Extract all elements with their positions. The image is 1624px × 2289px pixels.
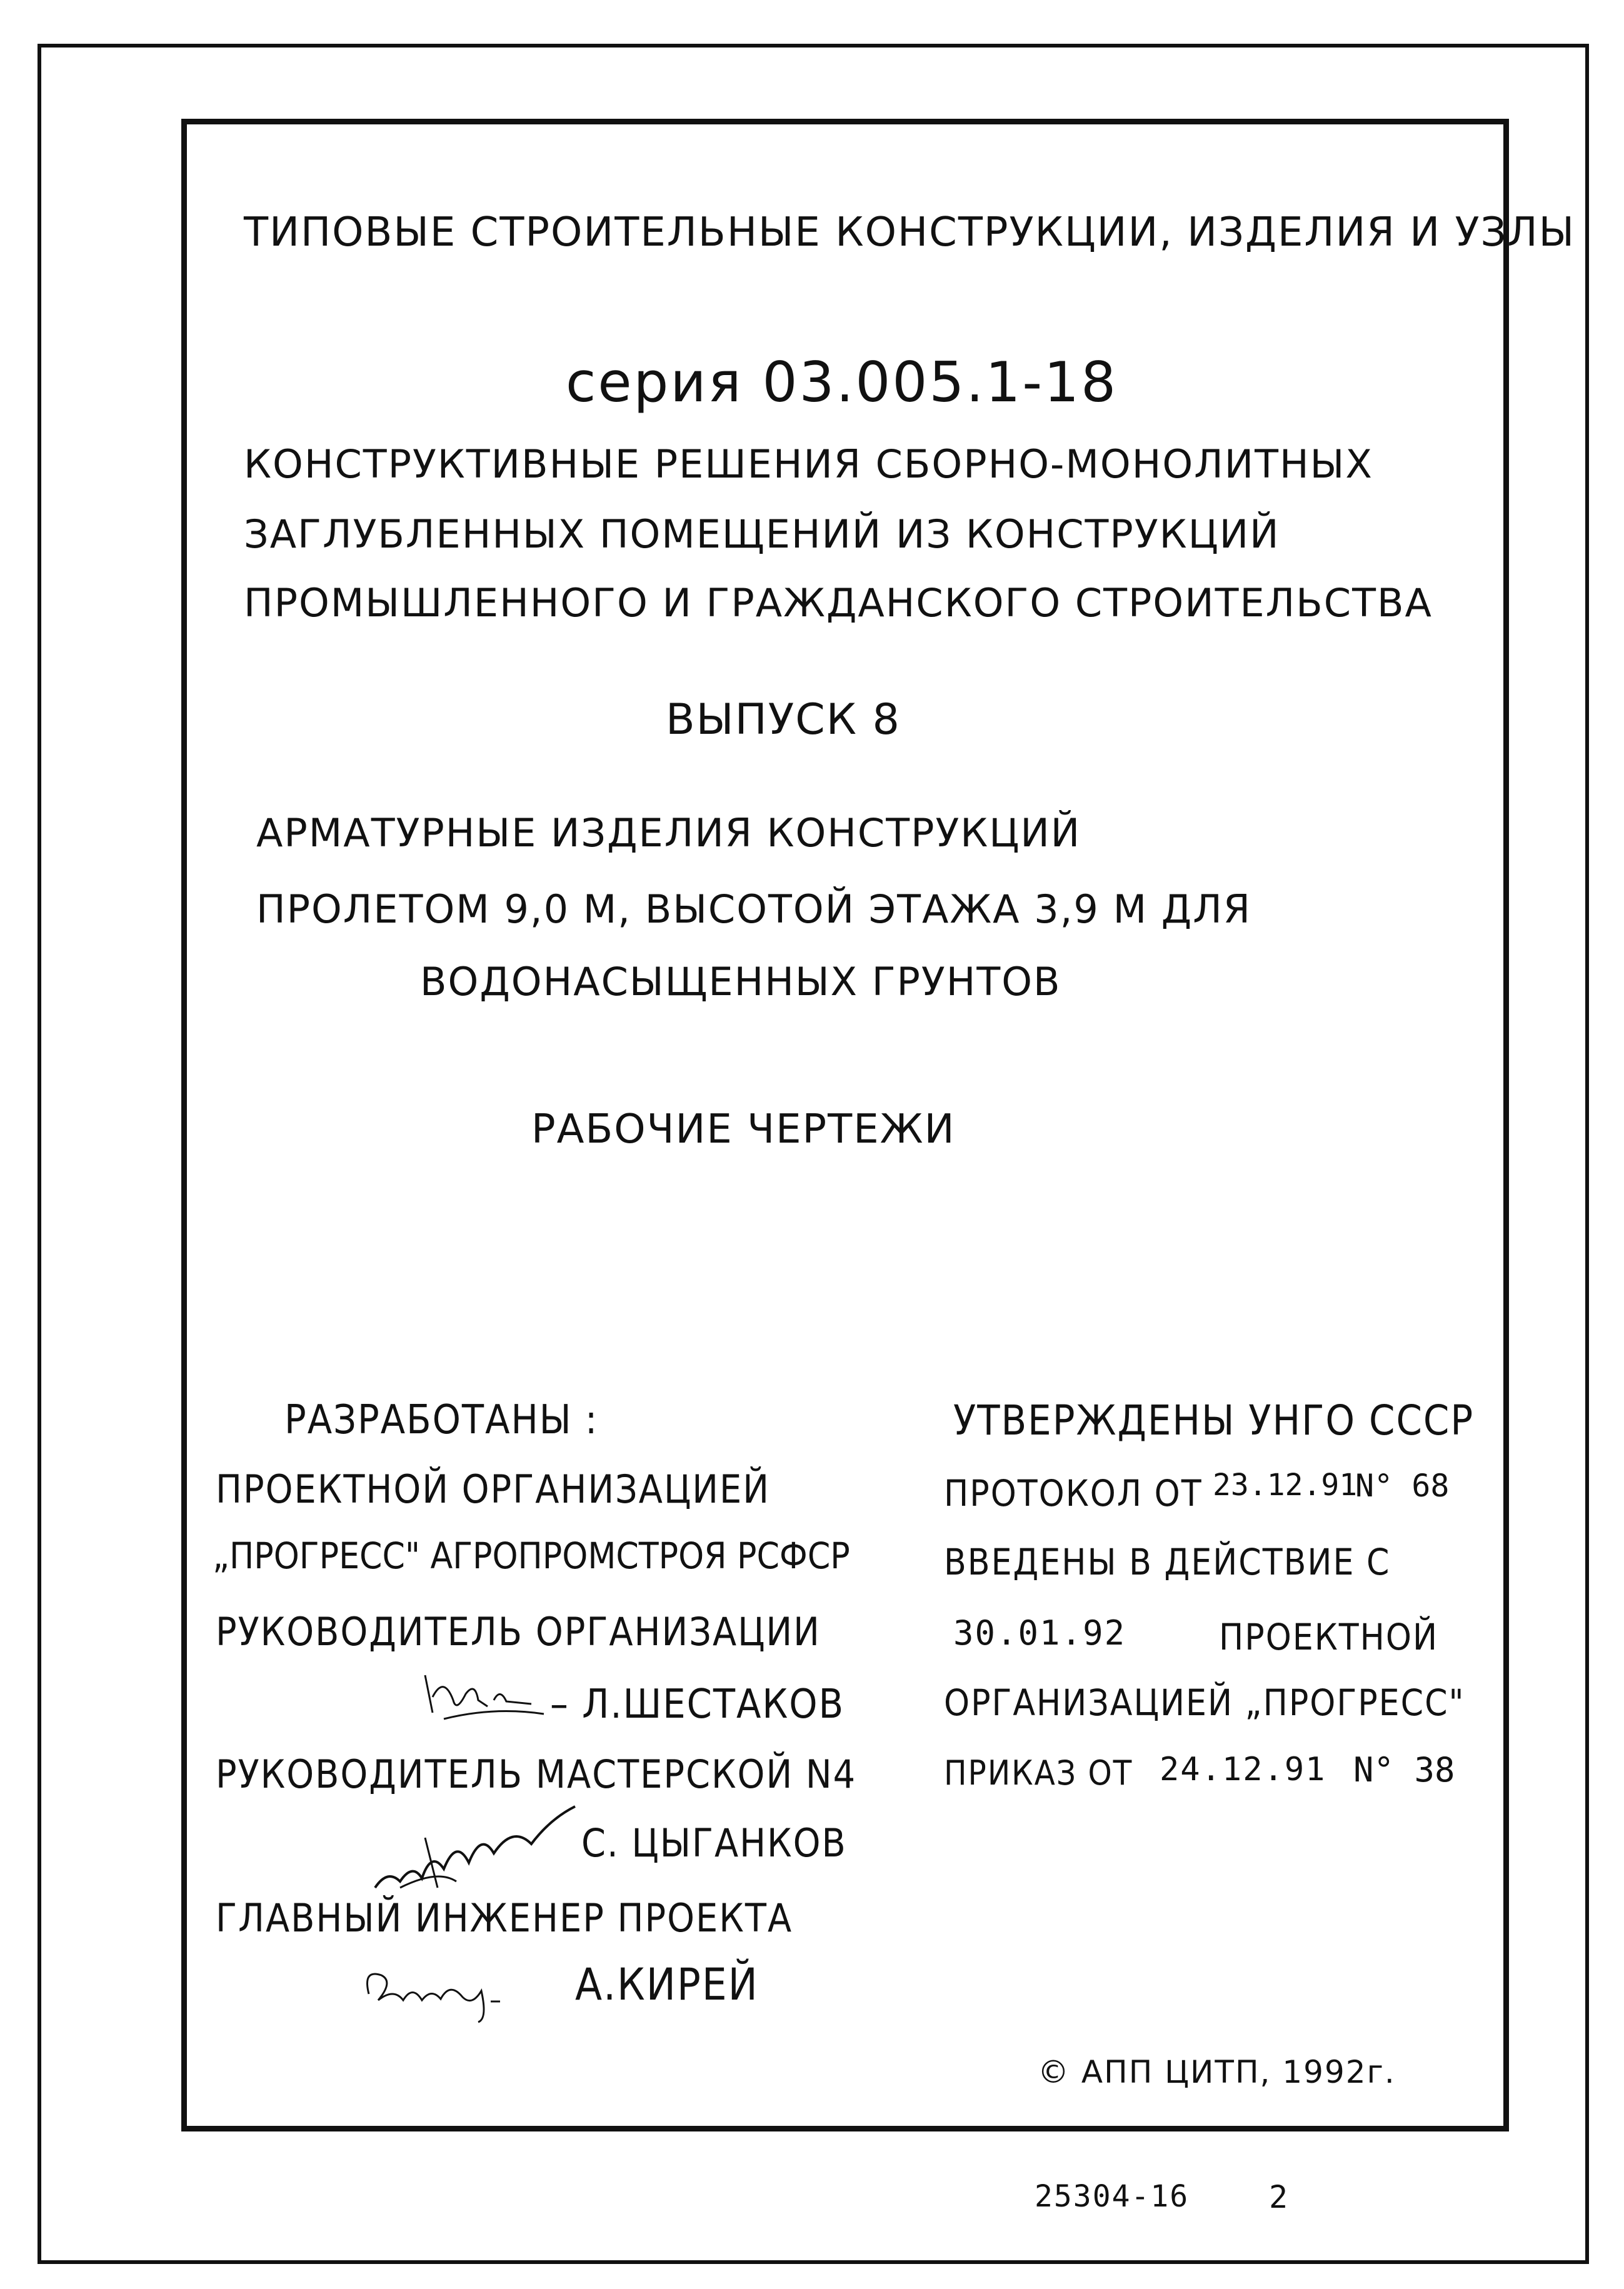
description-line-2: ЗАГЛУБЛЕННЫХ ПОМЕЩЕНИЙ ИЗ КОНСТРУКЦИЙ	[244, 511, 1280, 557]
document-type: РАБОЧИЕ ЧЕРТЕЖИ	[531, 1106, 956, 1153]
copyright: © АПП ЦИТП, 1992г.	[1038, 2054, 1396, 2090]
series-title: серия 03.005.1-18	[566, 350, 1118, 414]
enacted-by-1: ПРОЕКТНОЙ	[1219, 1616, 1438, 1658]
main-title: ТИПОВЫЕ СТРОИТЕЛЬНЫЕ КОНСТРУКЦИИ, ИЗДЕЛИЯ И УЗЛЫ	[244, 209, 1576, 256]
chief-engineer-name: А.КИРЕЙ	[575, 1959, 759, 2010]
signature-tsygankov	[363, 1794, 588, 1900]
enacted-line: ВВЕДЕНЫ В ДЕЙСТВИЕ С	[944, 1541, 1391, 1583]
order-date: 24.12.91	[1160, 1751, 1326, 1788]
order-label: ПРИКАЗ ОТ	[944, 1753, 1133, 1793]
head-org-label: РУКОВОДИТЕЛЬ ОРГАНИЗАЦИИ	[216, 1609, 821, 1655]
head-workshop-name: С. ЦЫГАНКОВ	[581, 1820, 847, 1866]
developer-org-line-1: ПРОЕКТНОЙ ОРГАНИЗАЦИЕЙ	[216, 1466, 770, 1512]
developed-heading: РАЗРАБОТАНЫ :	[284, 1397, 599, 1443]
issue-line-1: АРМАТУРНЫЕ ИЗДЕЛИЯ КОНСТРУКЦИЙ	[256, 810, 1081, 856]
head-org-name: – Л.ШЕСТАКОВ	[550, 1681, 845, 1728]
approved-heading: УТВЕРЖДЕНЫ УНГО СССР	[953, 1396, 1475, 1445]
issue-line-2: ПРОЛЕТОМ 9,0 М, ВЫСОТОЙ ЭТАЖА 3,9 М ДЛЯ	[256, 886, 1251, 932]
head-workshop-label: РУКОВОДИТЕЛЬ МАСТЕРСКОЙ N4	[216, 1751, 857, 1797]
description-line-3: ПРОМЫШЛЕННОГО И ГРАЖДАНСКОГО СТРОИТЕЛЬСТВА	[244, 580, 1433, 626]
enacted-by-2: ОРГАНИЗАЦИЕЙ „ПРОГРЕСС"	[944, 1681, 1465, 1724]
document-number: 25304-16	[1035, 2179, 1190, 2214]
signature-kirey	[356, 1956, 544, 2025]
description-line-1: КОНСТРУКТИВНЫЕ РЕШЕНИЯ СБОРНО-МОНОЛИТНЫХ	[244, 441, 1373, 487]
page-number: 2	[1269, 2179, 1290, 2215]
order-number: N° 38	[1353, 1750, 1455, 1790]
issue-line-3: ВОДОНАСЫЩЕННЫХ ГРУНТОВ	[420, 959, 1061, 1004]
signature-shestakov	[419, 1663, 550, 1731]
enacted-date: 30.01.92	[953, 1613, 1126, 1653]
chief-engineer-label: ГЛАВНЫЙ ИНЖЕНЕР ПРОЕКТА	[216, 1895, 793, 1941]
developer-org-line-2: „ПРОГРЕСС" АГРОПРОМСТРОЯ РСФСР	[213, 1535, 850, 1577]
issue-number: ВЫПУСК 8	[666, 695, 901, 744]
protocol-label: ПРОТОКОЛ ОТ	[944, 1472, 1203, 1515]
protocol-number: N° 68	[1355, 1468, 1450, 1504]
protocol-date: 23.12.91	[1213, 1468, 1358, 1503]
